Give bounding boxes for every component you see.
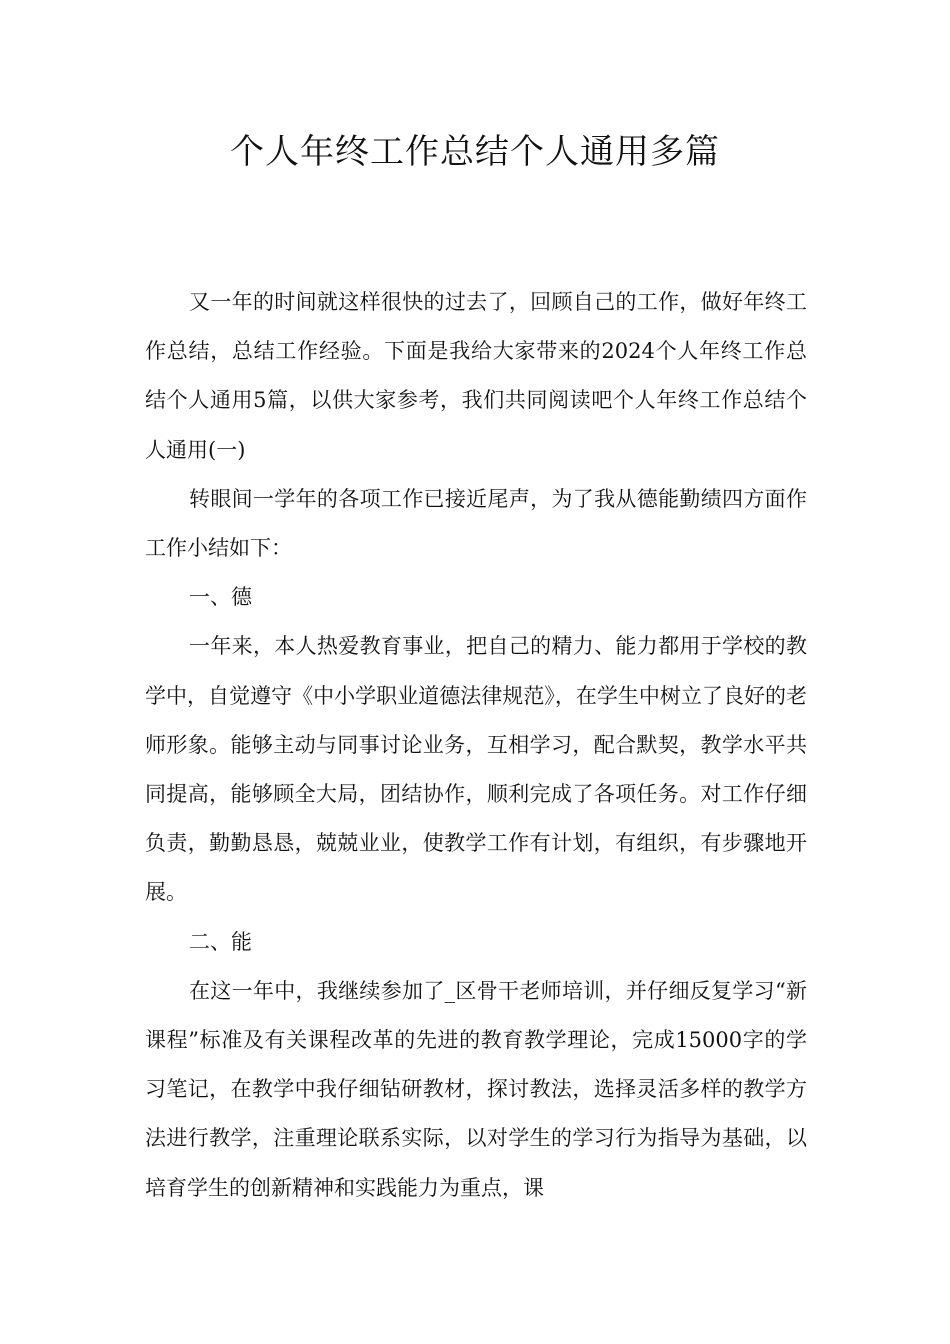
document-body	[145, 278, 807, 1213]
paragraph-intro: 又一年的时间就这样很快的过去了，回顾自己的工作，做好年终工作总结，总结工作经验。下面是我给大家带来的2024个人年终工作总结个人通用5篇，以供大家参考，我们共同阅读吧个人年终工作总结个人通用(一)	[145, 290, 807, 462]
section-heading-virtue: 一、德	[189, 585, 252, 610]
document-title: 个人年终工作总结个人通用多篇	[230, 132, 720, 172]
paragraph-virtue: 一年来，本人热爱教育事业，把自己的精力、能力都用于学校的教学中，自觉遵守《中小学职业道德法律规范》，在学生中树立了良好的老师形象。能够主动与同事讨论业务，互相学习，配合默契，教学水平共同提高，能够顾全大局，团结协作，顺利完成了各项任务。对工作仔细负责，勤勤恳恳，兢兢业业，使教学工作有计划，有组织，有步骤地开展。	[145, 634, 807, 905]
paragraph-ability: 在这一年中，我继续参加了_区骨干老师培训，并仔细反复学习“新课程”标准及有关课程改革的先进的教育教学理论，完成15000字的学习笔记，在教学中我仔细钻研教材，探讨教法，选择灵活多样的教学方法进行教学，注重理论联系实际，以对学生的学习行为指导为基础，以培育学生的创新精神和实践能力为重点，课	[145, 978, 807, 1200]
paragraph-overview: 转眼间一学年的各项工作已接近尾声，为了我从德能勤绩四方面作工作小结如下：	[145, 486, 807, 561]
section-heading-ability: 二、能	[189, 929, 252, 954]
